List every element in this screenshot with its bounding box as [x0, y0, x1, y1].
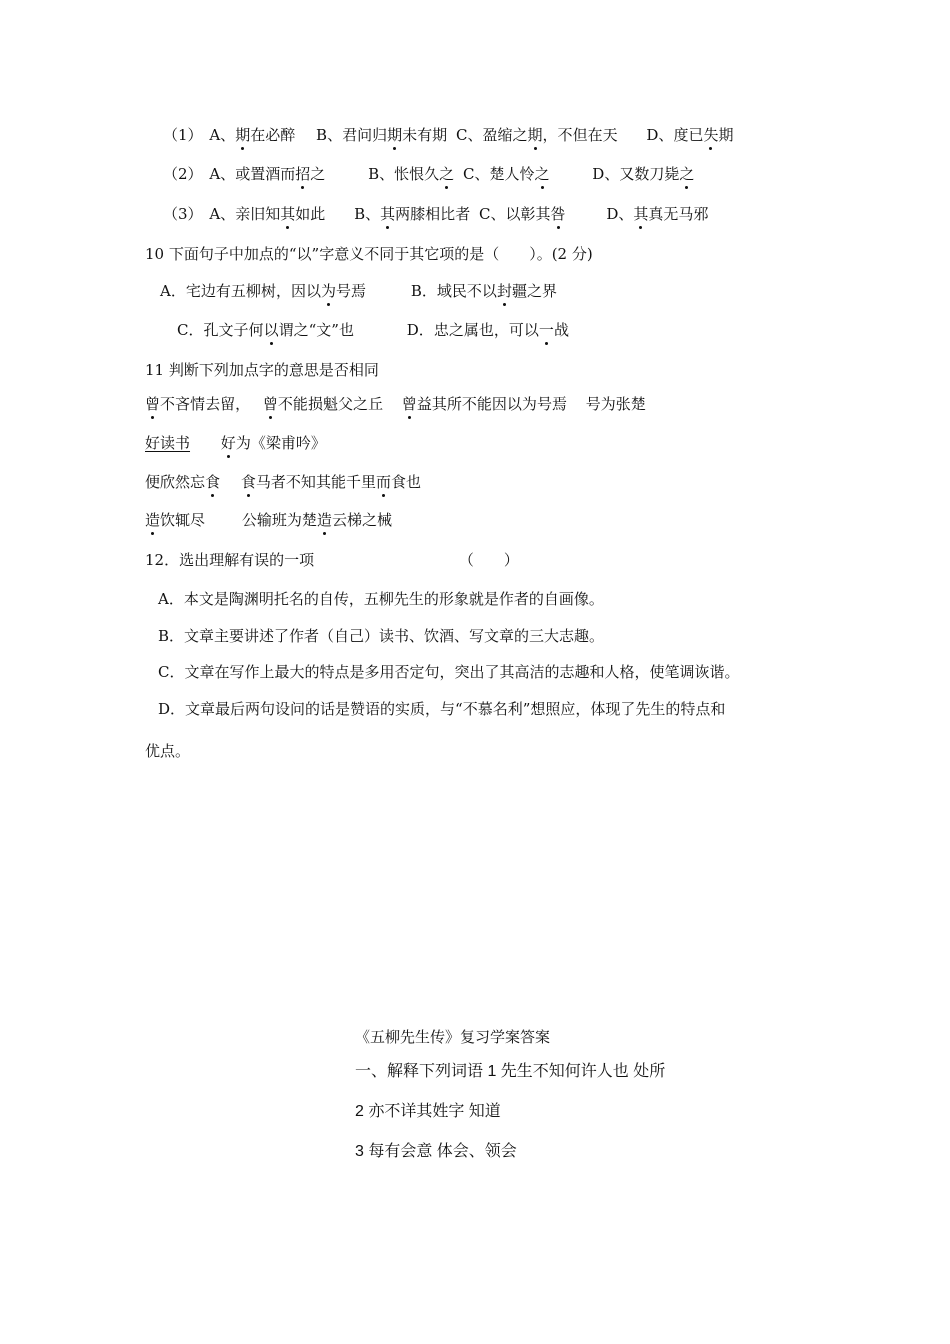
q9-r1-b: B、君问归期未有期: [316, 126, 448, 144]
q9-r1-num: （1）: [163, 126, 203, 144]
emphasis-dot-char: 之: [679, 165, 695, 183]
q9-r2-num: （2）: [163, 165, 203, 183]
emphasis-dot-char: 其: [280, 205, 296, 223]
answers-line-1: 一、解释下列词语 1 先生不知何许人也 处所: [355, 1063, 666, 1080]
q9-r3-c: C、以彰其咎: [478, 205, 566, 223]
emphasis-dot-char: 一: [538, 321, 554, 339]
emphasis-dot-char: 失: [703, 126, 719, 144]
emphasis-dot-char: 招: [295, 165, 311, 183]
q10-option-a: A．宅边有五柳树，因以为号焉: [160, 282, 367, 300]
emphasis-dot-char: 而: [376, 473, 392, 491]
emphasis-dot-char: 期: [527, 126, 543, 144]
q11-r4-item-2: 公输班为楚造云梯之械: [241, 511, 392, 529]
q11-stem: 11 判断下列加点字的意思是否相同: [145, 361, 379, 379]
q11-r3-item-1: 便欣然忘食: [145, 473, 221, 491]
q9-r1-d: D、度已失期: [646, 126, 734, 144]
q11-row-2: [145, 433, 326, 453]
q11-r2-item-1: 好读书: [145, 434, 191, 452]
q10-row-2: [177, 320, 569, 340]
q12-option-d: D．文章最后两句设问的话是赞语的实质，与“不慕名利”想照应，体现了先生的特点和: [158, 700, 726, 718]
q10-option-d: D．忠之属也，可以一战: [406, 321, 569, 339]
emphasis-dot-char: 造: [316, 511, 332, 529]
q11-r1-item-1: 曾不吝情去留，: [145, 395, 251, 413]
q9-r2-d: D、又数刀毙之: [592, 165, 695, 183]
q9-r3-a: A、亲旧知其如此: [209, 205, 326, 223]
q11-r1-item-2: 曾不能损魁父之丘: [262, 395, 384, 413]
q9-r3-num: （3）: [163, 205, 203, 223]
q10-option-b: B．域民不以封疆之界: [410, 282, 557, 300]
q11-r2-item-2: 好为《梁甫吟》: [220, 434, 326, 452]
emphasis-dot-char: 其: [380, 205, 396, 223]
q9-r1-c: C、盈缩之期，不但在天: [455, 126, 618, 144]
q9-r2-b: B、怅恨久之: [368, 165, 455, 183]
q11-row-4: [145, 510, 392, 530]
emphasis-dot-char: 咎: [550, 205, 566, 223]
answers-line-3: 3 每有会意 体会、领会: [355, 1143, 517, 1160]
q10-stem: 10 下面句子中加点的“以”字意义不同于其它项的是（ ）。(2 分): [145, 245, 593, 263]
q9-r3-d: D、其真无马邪: [606, 205, 709, 223]
q12-stem-line: [145, 550, 519, 570]
q11-r3-item-2: 食马者不知其能千里而食也: [240, 473, 422, 491]
q10-option-c: C．孔文子何以谓之“文”也: [177, 321, 354, 339]
q10-row-1: [160, 281, 557, 301]
q12-option-b: B．文章主要讲述了作者（自己）读书、饮酒、写文章的三大志趣。: [158, 627, 605, 645]
q9-row-3: [163, 204, 708, 224]
q9-r3-b: B、其两膝相比者: [354, 205, 471, 223]
q9-row-2: [163, 164, 694, 184]
emphasis-dot-char: 期: [387, 126, 403, 144]
q12-option-a: A．本文是陶渊明托名的自传，五柳先生的形象就是作者的自画像。: [158, 590, 604, 608]
emphasis-dot-char: 曾: [145, 395, 161, 413]
q9-r2-c: C、楚人怜之: [462, 165, 550, 183]
emphasis-dot-char: 曾: [262, 395, 278, 413]
emphasis-dot-char: 之: [439, 165, 455, 183]
q11-r1-item-3: 曾益其所不能因以为号焉: [401, 395, 567, 413]
q12-answer-paren: （ ）: [458, 551, 519, 569]
emphasis-dot-char: 以: [263, 321, 279, 339]
q12-stem: 12．选出理解有误的一项: [145, 551, 315, 569]
emphasis-dot-char: 封: [496, 282, 512, 300]
q9-row-1: [163, 125, 734, 145]
emphasis-dot-char: 其: [633, 205, 649, 223]
q11-row-1: [145, 394, 646, 414]
emphasis-dot-char: 为: [321, 282, 337, 300]
answers-title: 《五柳先生传》复习学案答案: [355, 1028, 551, 1046]
q9-r1-a: A、期在必醉: [209, 126, 296, 144]
emphasis-dot-char: 造: [145, 511, 161, 529]
q11-r1-item-4: 号为张楚: [585, 395, 646, 413]
emphasis-dot-char: 食: [240, 473, 256, 491]
q11-row-3: [145, 472, 421, 492]
q11-r4-item-1: 造饮辄尽: [145, 511, 206, 529]
emphasis-dot-char: 曾: [401, 395, 417, 413]
q9-r2-a: A、或置酒而招之: [209, 165, 326, 183]
emphasis-dot-char: 之: [534, 165, 550, 183]
emphasis-dot-char: 食: [205, 473, 221, 491]
emphasis-dot-char: 期: [235, 126, 251, 144]
answers-line-2: 2 亦不详其姓字 知道: [355, 1103, 501, 1120]
emphasis-dot-char: 好: [220, 434, 236, 452]
q12-option-c: C．文章在写作上最大的特点是多用否定句，突出了其高洁的志趣和人格，使笔调诙谐。: [158, 663, 740, 681]
q12-option-d-continued: 优点。: [145, 742, 191, 760]
